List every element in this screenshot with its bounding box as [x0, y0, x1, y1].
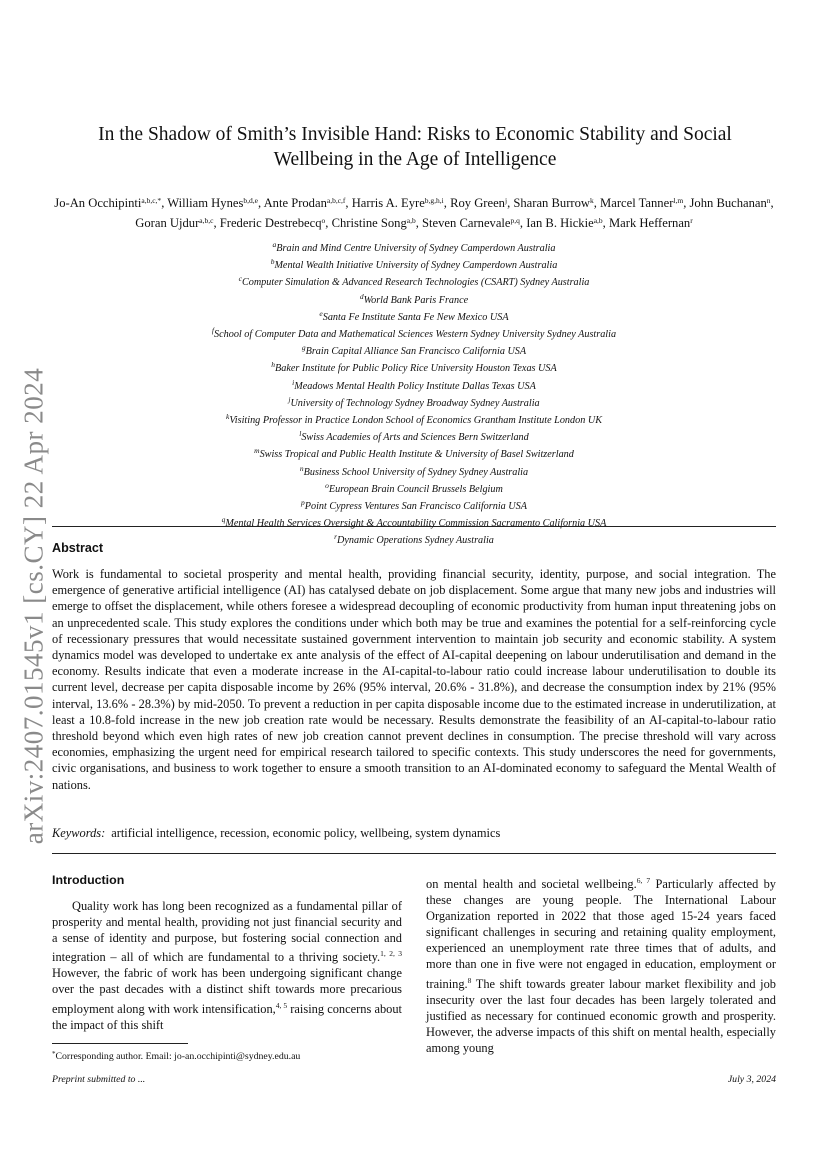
affiliation-key: j: [288, 394, 291, 404]
affiliation-key: e: [319, 308, 323, 318]
corresponding-author-footnote: [52, 1048, 300, 1063]
affiliation-text: Dynamic Operations Sydney Australia: [337, 535, 494, 547]
citation-marker: 8: [467, 975, 472, 985]
footer-date: July 3, 2024: [727, 1074, 776, 1085]
affiliation-key: h: [271, 360, 276, 370]
affiliation-text: Mental Health Services Oversight & Accountability Commission Sacramento California USA: [225, 518, 607, 530]
affiliation-text: School of Computer Data and Mathematical Sciences Western Sydney University Sydney Australia: [214, 329, 617, 341]
author-name: Goran Ujdur: [135, 216, 200, 230]
author: [352, 196, 444, 210]
author-affiliation-marks: l,m: [673, 196, 684, 205]
affiliation-line: [44, 358, 784, 375]
intro-left-text-1: Quality work has long been recognized as a fundamental pillar of prosperity and mental health, providing not just financial security and a sense of identity and purpose, but fostering social connection and integration – all of which are fundamental to a thriving society.: [52, 899, 402, 965]
intro-left-text-2: However, the fabric of work has been undergoing significant change over the past decades with a distinct shift towards more precarious employment along with work intensification,: [52, 966, 402, 1016]
affiliation-key: r: [334, 532, 338, 542]
affiliation-line: [44, 324, 784, 341]
author: [600, 196, 683, 210]
affiliation-text: Meadows Mental Health Policy Institute Dallas Texas USA: [294, 380, 536, 392]
introduction-heading: Introduction: [52, 873, 125, 887]
author-affiliation-marks: r: [690, 216, 693, 225]
abstract-bottom-rule: [52, 853, 776, 854]
keywords-label: Keywords:: [52, 826, 106, 840]
abstract-heading: Abstract: [52, 541, 104, 555]
author: [526, 216, 602, 230]
affiliation-key: d: [359, 291, 364, 301]
affiliation-key: p: [301, 498, 305, 508]
affiliation-line: [44, 530, 784, 547]
affiliation-text: Santa Fe Institute Santa Fe New Mexico USA: [322, 311, 509, 323]
keywords-line: [52, 825, 776, 841]
affiliation-list: [44, 238, 784, 548]
affiliation-line: [44, 462, 784, 479]
affiliation-key: c: [238, 274, 242, 284]
affiliation-text: Swiss Academies of Arts and Sciences Bern Switzerland: [301, 432, 529, 444]
affiliation-text: World Bank Paris France: [363, 294, 469, 306]
author-name: Frederic Destrebecq: [219, 216, 322, 230]
footnote-rule: [52, 1043, 188, 1044]
affiliation-key: i: [292, 377, 295, 387]
affiliation-text: University of Technology Sydney Broadway Sydney Australia: [290, 397, 540, 409]
affiliation-line: [44, 393, 784, 410]
author-name: John Buchanan: [689, 196, 767, 210]
affiliation-line: [44, 290, 784, 307]
intro-left-column: [52, 898, 402, 1033]
intro-left-text-3: raising concerns about the impact of this shift: [52, 1001, 402, 1032]
author-affiliation-marks: a,b: [406, 216, 416, 225]
affiliation-key: q: [221, 515, 226, 525]
affiliation-line: [44, 307, 784, 324]
author: [332, 216, 416, 230]
affiliation-line: [44, 427, 784, 444]
author: [690, 196, 771, 210]
author: [220, 216, 326, 230]
affiliation-text: Brain Capital Alliance San Francisco California USA: [305, 346, 527, 358]
author-name: Roy Green: [450, 196, 505, 210]
affiliation-key: f: [211, 326, 215, 336]
author: [54, 196, 161, 210]
author-name: Mark Heffernan: [608, 216, 691, 230]
author: [450, 196, 507, 210]
intro-right-column: [426, 873, 776, 1056]
affiliation-text: Computer Simulation & Advanced Research Technologies (CSART) Sydney Australia: [241, 277, 590, 289]
affiliation-line: [44, 255, 784, 272]
affiliation-line: [44, 513, 784, 530]
affiliation-key: b: [270, 257, 275, 267]
affiliation-key: k: [225, 412, 230, 422]
author: [513, 196, 593, 210]
arxiv-id-text: arXiv:2407.01545v1 [cs.CY] 22 Apr 2024: [18, 367, 49, 845]
keywords-text: artificial intelligence, recession, economic policy, wellbeing, system dynamics: [111, 826, 501, 840]
author-name: Sharan Burrow: [513, 196, 590, 210]
author-name: Steven Carnevale: [422, 216, 511, 230]
affiliation-key: m: [254, 446, 260, 456]
affiliation-text: European Brain Council Brussels Belgium: [328, 483, 503, 495]
citation-marker: 4, 5: [275, 1000, 288, 1010]
affiliation-text: Brain and Mind Centre University of Sydney Camperdown Australia: [276, 243, 556, 254]
author-affiliation-marks: o: [321, 216, 326, 225]
abstract-text: Work is fundamental to societal prosperity and mental health, providing financial security, identity, purpose, and social integration. The emergence of generative artificial intelligence (AI) has catalysed debate on job displacement. Some argue that many new jobs and industries will emerge to offset the displacement, while others foresee a widespread decoupling of economic productivity from human input threatening jobs on an unprecedented scale. This study explores the conditions under which both may be true and examines the potential for a self-reinforcing cycle of recessionary pressures that would necessitate sustained government intervention to maintain job security and economic stability. A system dynamics model was developed to undertake ex ante analysis of the effect of AI-capital deepening on labour underutilisation and demand in the economy. Results indicate that even a moderate increase in the AI-capital-to-labour ratio could increase labour underutilisation to double its current level, decrease per capita disposable income by 26% (95% interval, 20.6% - 31.8%), and decrease the consumption index by 21% (95% interval, 13.6% - 28.3%) by mid-2050. To prevent a reduction in per capita disposable income due to the estimated increase in underutilization, at least a 10.8-fold increase in the new job creation rate would be necessary. Results demonstrate the feasibility of an AI-capital-to-labour ratio threshold beyond which even high rates of new job creation cannot prevent declines in consumption. The precise threshold will vary across economies, emphasizing the urgent need for empirical research tailored to specific contexts. This study underscores the need for governments, civic organisations, and business to work together to ensure a smooth transition to an AI-dominated economy to safeguard the Mental Wealth of nations.: [52, 567, 776, 792]
footer-preprint-note: Preprint submitted to ...: [52, 1074, 146, 1085]
author-name: Ante Prodan: [263, 196, 327, 210]
author: [264, 196, 346, 210]
affiliation-line: [44, 410, 784, 427]
author-name: Jo-An Occhipinti: [54, 196, 142, 210]
intro-right-text-1: on mental health and societal wellbeing.: [426, 877, 637, 891]
affiliation-text: Point Cypress Ventures San Francisco California USA: [304, 501, 527, 513]
author-name: Christine Song: [331, 216, 407, 230]
affiliation-key: g: [301, 343, 306, 353]
author-affiliation-marks: a,b: [593, 216, 603, 225]
footnote-text: Corresponding author. Email: jo-an.occhipinti@sydney.edu.au: [55, 1051, 301, 1062]
affiliation-line: [44, 238, 784, 255]
author-list: Jo-An Occhipinti$^{a,b,c,*}$, William Hynes$^{b,d,e}$, Ante Prodan$^{a,b,c,f}$, Harris A. Eyre$^{b,g,h,i}$, Roy Green$^j$, Sharan Burrow$^k$, Marcel Tanner$^{l,m}$, John Buchanan$^n$, Goran Ujdur$^{a,b,c}$, Frederic Destrebecq$^o$, Christine Song$^{a,b}$, Steven Carnevale$^{p,q}$, Ian B. Hickie$^{a,b}$, Mark Heffernan$^r$: [54, 196, 774, 230]
author-name: William Hynes: [167, 196, 244, 210]
author-name: Marcel Tanner: [600, 196, 674, 210]
author-name: Harris A. Eyre: [351, 196, 425, 210]
affiliation-text: Mental Wealth Initiative University of Sydney Camperdown Australia: [274, 260, 558, 272]
abstract-top-rule: [52, 526, 776, 527]
affiliation-line: [44, 376, 784, 393]
citation-marker: 6, 7: [636, 876, 651, 885]
affiliation-line: [44, 341, 784, 358]
citation-marker: 1, 2, 3: [380, 949, 403, 959]
author-affiliation-marks: p,q: [510, 216, 520, 225]
author-affiliation-marks: b,d,e: [243, 196, 258, 205]
affiliation-line: [44, 479, 784, 496]
author-affiliation-marks: a,b,c,*: [141, 196, 162, 205]
author-affiliation-marks: a,b,c,f: [326, 196, 346, 205]
affiliation-text: Baker Institute for Public Policy Rice University Houston Texas USA: [275, 363, 557, 375]
affiliation-key: a: [272, 240, 277, 249]
author-affiliation-marks: n: [766, 196, 771, 205]
author: [609, 216, 693, 230]
affiliation-line: [44, 496, 784, 513]
author-affiliation-marks: j: [504, 196, 508, 205]
author-name: Ian B. Hickie: [526, 216, 594, 230]
author-affiliation-marks: a,b,c: [199, 216, 214, 225]
affiliation-text: Visiting Professor in Practice London School of Economics Grantham Institute London UK: [229, 415, 603, 427]
author-affiliation-marks: k: [589, 196, 594, 205]
affiliation-line: [44, 272, 784, 289]
affiliation-text: Business School University of Sydney Sydney Australia: [303, 466, 529, 478]
affiliation-line: [44, 444, 784, 461]
footnote-marker: *: [52, 1050, 56, 1058]
paper-title: In the Shadow of Smith’s Invisible Hand: Risks to Economic Stability and Social Wellbeing in the Age of Intelligence: [98, 124, 732, 170]
affiliation-key: n: [299, 463, 304, 473]
intro-right-text-3: The shift towards greater labour market flexibility and job insecurity over the last four decades has been largely tolerated and justified as necessary for continued economic growth and prosperity. However, the adverse impacts of this shift on mental health, especially among young: [426, 976, 776, 1055]
author: [167, 196, 258, 210]
affiliation-key: o: [325, 480, 329, 490]
affiliation-key: l: [299, 429, 302, 439]
author: [422, 216, 520, 230]
intro-right-text-2: Particularly affected by these changes are young people. The International Labour Organization reported in 2022 that those aged 15-24 years faced significant challenges in securing and retaining quality employment, experienced an unemployment rate three times that of adults, and more than one in five were not engaged in education, employment or training.: [426, 877, 776, 991]
author-affiliation-marks: b,g,h,i: [424, 196, 444, 205]
affiliation-text: Swiss Tropical and Public Health Institute & University of Basel Switzerland: [259, 449, 574, 461]
author: [135, 216, 213, 230]
